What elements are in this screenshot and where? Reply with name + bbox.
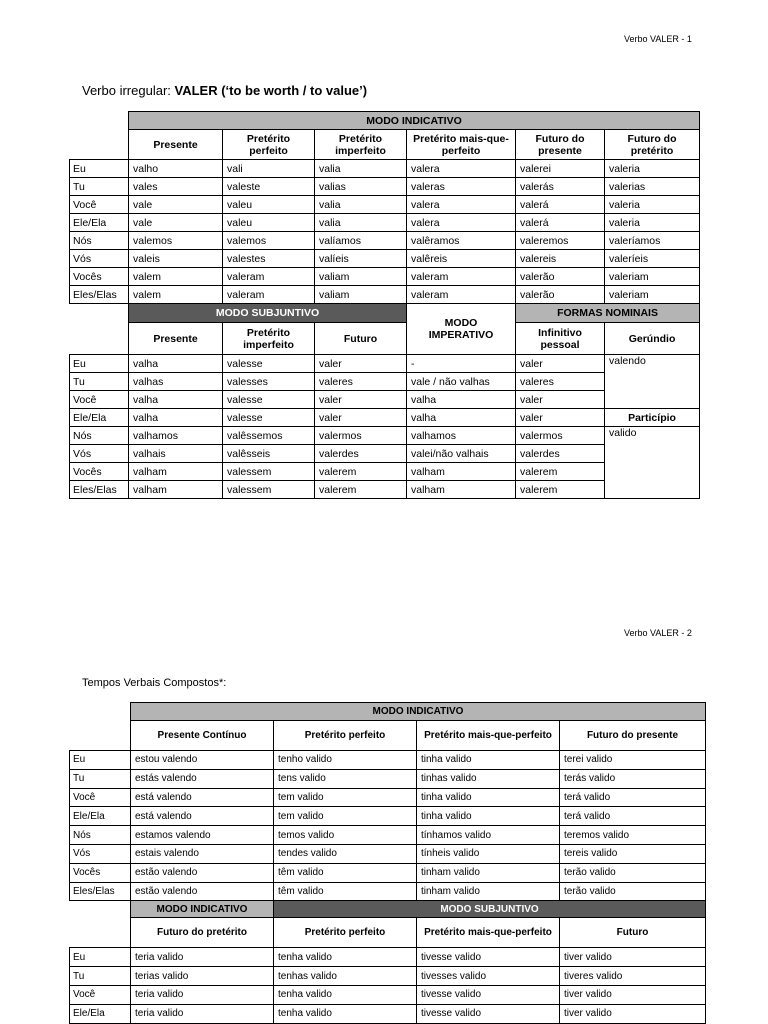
conjugation-cell: terá valido: [560, 807, 706, 826]
conjugation-cell: vales: [129, 178, 223, 196]
table-row: [70, 268, 700, 286]
blank-cell: [70, 130, 129, 160]
conjugation-cell: valerem: [315, 463, 407, 481]
conjugation-cell: têm valido: [274, 863, 417, 882]
conjugation-cell: tenha valido: [274, 1004, 417, 1023]
column-header: Futuro do pretérito: [605, 130, 700, 160]
conjugation-cell: tínheis valido: [417, 844, 560, 863]
pronoun-cell: Nós: [70, 427, 129, 445]
column-header: Futuro do presente: [560, 721, 706, 751]
column-header: Pretérito perfeito: [274, 721, 417, 751]
column-header: Pretérito imperfeito: [315, 130, 407, 160]
conjugation-cell: vale: [129, 196, 223, 214]
conjugation-cell: valera: [407, 196, 516, 214]
conjugation-cell: tinham valido: [417, 882, 560, 901]
column-header: Presente: [129, 323, 223, 355]
conjugation-cell: valha: [407, 391, 516, 409]
conjugation-cell: estão valendo: [131, 882, 274, 901]
conjugation-cell: valhamos: [407, 427, 516, 445]
conjugation-cell: terá valido: [560, 788, 706, 807]
table-row: [70, 967, 706, 986]
conjugation-cell: valeras: [407, 178, 516, 196]
conjugation-cell: terão valido: [560, 863, 706, 882]
conjugation-cell: terias valido: [131, 967, 274, 986]
conjugation-cell: vale / não valhas: [407, 373, 516, 391]
conjugation-cell: valêreis: [407, 250, 516, 268]
title-bold: VALER (‘to be worth / to value’): [174, 83, 368, 98]
conjugation-cell: valesse: [223, 355, 315, 373]
column-header: Futuro: [315, 323, 407, 355]
conjugation-cell: valeríeis: [605, 250, 700, 268]
conjugation-cell: valerdes: [315, 445, 407, 463]
conjugation-cell: valeste: [223, 178, 315, 196]
conjugation-cell: vali: [223, 160, 315, 178]
blank-cell: [70, 721, 131, 751]
modo-indicativo-heading: MODO INDICATIVO: [131, 901, 274, 918]
table-row: [70, 807, 706, 826]
pronoun-cell: Você: [70, 985, 131, 1004]
conjugation-cell: valha: [129, 391, 223, 409]
conjugation-cell: valha: [129, 355, 223, 373]
column-header: Presente: [129, 130, 223, 160]
conjugation-cell: valha: [407, 409, 516, 427]
pronoun-cell: Ele/Ela: [70, 1004, 131, 1023]
conjugation-cell: valestes: [223, 250, 315, 268]
pronoun-cell: Ele/Ela: [70, 409, 129, 427]
conjugation-cell: valerias: [605, 178, 700, 196]
pronoun-cell: Eles/Elas: [70, 481, 129, 499]
conjugation-cell: tivesse valido: [417, 1004, 560, 1023]
pronoun-cell: Nós: [70, 232, 129, 250]
blank-cell: [70, 304, 129, 323]
conjugation-cell: valerdes: [516, 445, 605, 463]
conjugation-cell: teria valido: [131, 1004, 274, 1023]
pronoun-cell: Você: [70, 788, 131, 807]
conjugation-cell: terão valido: [560, 882, 706, 901]
conjugation-cell: vale: [129, 214, 223, 232]
conjugation-cell: valerão: [516, 286, 605, 304]
conjugation-cell: valha: [129, 409, 223, 427]
modo-subjuntivo-heading: MODO SUBJUNTIVO: [274, 901, 706, 918]
conjugation-cell: valer: [315, 355, 407, 373]
conjugation-cell: valham: [129, 463, 223, 481]
conjugation-cell: tivesses valido: [417, 967, 560, 986]
indicativo-heading-row: [70, 112, 700, 130]
conjugation-cell: valei/não valhais: [407, 445, 516, 463]
conjugation-cell: terei valido: [560, 751, 706, 770]
table-row: [70, 826, 706, 845]
conjugation-cell: têm valido: [274, 882, 417, 901]
conjugation-cell: valeremos: [516, 232, 605, 250]
conjugation-cell: valessem: [223, 481, 315, 499]
pronoun-cell: Nós: [70, 826, 131, 845]
conjugation-cell: valíeis: [315, 250, 407, 268]
indicativo-column-header-row: [70, 130, 700, 160]
column-header: Pretérito mais-que-perfeito: [417, 918, 560, 948]
conjugation-cell: tenho valido: [274, 751, 417, 770]
conjugation-cell: estais valendo: [131, 844, 274, 863]
conjugation-cell: valeram: [223, 286, 315, 304]
table-row: [70, 427, 700, 445]
conjugation-cell: tens valido: [274, 769, 417, 788]
column-header: Infinitivo pessoal: [516, 323, 605, 355]
conjugation-cell: valiam: [315, 286, 407, 304]
conjugation-cell: valem: [129, 286, 223, 304]
gerundio-value: valendo: [605, 355, 700, 409]
table-row: [70, 844, 706, 863]
conjugation-cell: valer: [315, 409, 407, 427]
conjugation-cell: valerá: [516, 214, 605, 232]
conjugation-cell: valeu: [223, 214, 315, 232]
conjugation-cell: temos valido: [274, 826, 417, 845]
blank-cell: [70, 918, 131, 948]
table-row: [70, 409, 700, 427]
table-row: [70, 985, 706, 1004]
conjugation-cell: valeria: [605, 214, 700, 232]
conjugation-cell: tivesse valido: [417, 985, 560, 1004]
pronoun-cell: Tu: [70, 769, 131, 788]
table-row: [70, 355, 700, 373]
pronoun-cell: Eu: [70, 751, 131, 770]
pronoun-cell: Tu: [70, 373, 129, 391]
conjugation-cell: valeria: [605, 196, 700, 214]
column-header: Futuro do presente: [516, 130, 605, 160]
title-prefix: Verbo irregular:: [82, 83, 175, 98]
page-header-2: Verbo VALER - 2: [624, 628, 692, 638]
formas-nominais-heading: FORMAS NOMINAIS: [516, 304, 700, 323]
conjugation-cell: tem valido: [274, 807, 417, 826]
conjugation-cell: teria valido: [131, 948, 274, 967]
conjugation-cell: valemos: [223, 232, 315, 250]
modo-subjuntivo-heading: MODO SUBJUNTIVO: [129, 304, 407, 323]
conjugation-cell: valeríamos: [605, 232, 700, 250]
table-row: [70, 286, 700, 304]
conjugation-cell: tinha valido: [417, 788, 560, 807]
conjugation-cell: valeu: [223, 196, 315, 214]
conjugation-cell: tinha valido: [417, 751, 560, 770]
conjugation-cell: valer: [516, 409, 605, 427]
pronoun-cell: Eu: [70, 355, 129, 373]
conjugation-cell: valhais: [129, 445, 223, 463]
conjugation-cell: estamos valendo: [131, 826, 274, 845]
conjugation-cell: valerem: [315, 481, 407, 499]
pronoun-cell: Tu: [70, 178, 129, 196]
conjugation-cell: valereis: [516, 250, 605, 268]
conjugation-cell: valerá: [516, 196, 605, 214]
column-header: Pretérito imperfeito: [223, 323, 315, 355]
conjugation-cell: valesse: [223, 391, 315, 409]
conjugation-cell: tinhas valido: [417, 769, 560, 788]
modo-imperativo-heading: MODO IMPERATIVO: [407, 304, 516, 355]
conjugation-cell: -: [407, 355, 516, 373]
conjugation-cell: valeis: [129, 250, 223, 268]
conjugation-cell: valem: [129, 268, 223, 286]
conjugation-cell: valias: [315, 178, 407, 196]
modo-indicativo-heading: MODO INDICATIVO: [131, 703, 706, 721]
pronoun-cell: Vocês: [70, 863, 131, 882]
table-row: [70, 1004, 706, 1023]
table-row: [70, 751, 706, 770]
column-header: Pretérito perfeito: [223, 130, 315, 160]
conjugation-cell: tínhamos valido: [417, 826, 560, 845]
conjugation-cell: valeres: [315, 373, 407, 391]
compound-column-header-row: [70, 721, 706, 751]
conjugation-cell: valerão: [516, 268, 605, 286]
conjugation-cell: valesse: [223, 409, 315, 427]
conjugation-cell: valham: [129, 481, 223, 499]
conjugation-cell: tenha valido: [274, 985, 417, 1004]
column-header: Futuro: [560, 918, 706, 948]
pronoun-cell: Vocês: [70, 463, 129, 481]
conjugation-cell: valermos: [516, 427, 605, 445]
conjugation-cell: valêsseis: [223, 445, 315, 463]
conjugation-cell: valesses: [223, 373, 315, 391]
compound-second-heading-row: [70, 901, 706, 918]
conjugation-table-simple: [69, 111, 700, 499]
conjugation-cell: valera: [407, 214, 516, 232]
conjugation-cell: tendes valido: [274, 844, 417, 863]
table-row: [70, 214, 700, 232]
pronoun-cell: Ele/Ela: [70, 214, 129, 232]
participio-value: valido: [605, 427, 700, 499]
conjugation-cell: valerem: [516, 481, 605, 499]
conjugation-cell: tereis valido: [560, 844, 706, 863]
conjugation-cell: valer: [315, 391, 407, 409]
table-row: [70, 788, 706, 807]
pronoun-cell: Vocês: [70, 268, 129, 286]
column-header: Gerúndio: [605, 323, 700, 355]
pronoun-cell: Vós: [70, 445, 129, 463]
column-header: Pretérito mais-que-perfeito: [417, 721, 560, 751]
conjugation-cell: estás valendo: [131, 769, 274, 788]
conjugation-cell: tenha valido: [274, 948, 417, 967]
blank-cell: [70, 901, 131, 918]
column-header: Pretérito mais-que-perfeito: [407, 130, 516, 160]
conjugation-cell: valerás: [516, 178, 605, 196]
subjuntivo-column-header-row: [70, 323, 700, 355]
pronoun-cell: Ele/Ela: [70, 807, 131, 826]
conjugation-cell: valeria: [605, 160, 700, 178]
modo-indicativo-heading: MODO INDICATIVO: [129, 112, 700, 130]
conjugation-cell: estou valendo: [131, 751, 274, 770]
page-title: [82, 83, 367, 98]
conjugation-cell: valham: [407, 481, 516, 499]
conjugation-cell: valia: [315, 160, 407, 178]
conjugation-cell: valeram: [407, 286, 516, 304]
conjugation-cell: valêssemos: [223, 427, 315, 445]
conjugation-cell: valerem: [516, 463, 605, 481]
conjugation-cell: está valendo: [131, 807, 274, 826]
subjuntivo-heading-row: [70, 304, 700, 323]
conjugation-cell: tiveres valido: [560, 967, 706, 986]
conjugation-cell: valermos: [315, 427, 407, 445]
blank-cell: [70, 112, 129, 130]
pronoun-cell: Vós: [70, 844, 131, 863]
conjugation-cell: está valendo: [131, 788, 274, 807]
conjugation-cell: tinha valido: [417, 807, 560, 826]
conjugation-cell: tenhas valido: [274, 967, 417, 986]
pronoun-cell: Vós: [70, 250, 129, 268]
table-row: [70, 948, 706, 967]
conjugation-cell: valeram: [223, 268, 315, 286]
table-row: [70, 160, 700, 178]
table-row: [70, 882, 706, 901]
compound-indicativo-heading-row: [70, 703, 706, 721]
conjugation-cell: valhamos: [129, 427, 223, 445]
conjugation-cell: terás valido: [560, 769, 706, 788]
blank-cell: [70, 703, 131, 721]
conjugation-cell: valia: [315, 214, 407, 232]
table-row: [70, 250, 700, 268]
table-row: [70, 863, 706, 882]
table-row: [70, 178, 700, 196]
compound-tenses-title: Tempos Verbais Compostos*:: [82, 677, 227, 689]
conjugation-cell: teremos valido: [560, 826, 706, 845]
conjugation-cell: valeram: [407, 268, 516, 286]
column-header: Pretérito perfeito: [274, 918, 417, 948]
compound-second-column-header-row: [70, 918, 706, 948]
conjugation-cell: valia: [315, 196, 407, 214]
conjugation-cell: valessem: [223, 463, 315, 481]
pronoun-cell: Tu: [70, 967, 131, 986]
conjugation-table-compound: [69, 702, 706, 1024]
conjugation-cell: teria valido: [131, 985, 274, 1004]
conjugation-cell: valhas: [129, 373, 223, 391]
conjugation-cell: valíamos: [315, 232, 407, 250]
pronoun-cell: Você: [70, 196, 129, 214]
table-row: [70, 769, 706, 788]
conjugation-cell: tiver valido: [560, 1004, 706, 1023]
conjugation-cell: tiver valido: [560, 948, 706, 967]
conjugation-cell: valera: [407, 160, 516, 178]
conjugation-cell: valer: [516, 391, 605, 409]
page-header-1: Verbo VALER - 1: [624, 34, 692, 44]
column-header: Presente Contínuo: [131, 721, 274, 751]
conjugation-cell: valeres: [516, 373, 605, 391]
conjugation-cell: tiver valido: [560, 985, 706, 1004]
table-row: [70, 196, 700, 214]
conjugation-cell: tivesse valido: [417, 948, 560, 967]
conjugation-cell: valeriam: [605, 286, 700, 304]
table-row: [70, 232, 700, 250]
conjugation-cell: valemos: [129, 232, 223, 250]
pronoun-cell: Você: [70, 391, 129, 409]
conjugation-cell: valer: [516, 355, 605, 373]
column-header: Futuro do pretérito: [131, 918, 274, 948]
conjugation-cell: valiam: [315, 268, 407, 286]
conjugation-cell: valerei: [516, 160, 605, 178]
conjugation-cell: valho: [129, 160, 223, 178]
pronoun-cell: Eles/Elas: [70, 286, 129, 304]
pronoun-cell: Eu: [70, 948, 131, 967]
conjugation-cell: valêramos: [407, 232, 516, 250]
conjugation-cell: valham: [407, 463, 516, 481]
pronoun-cell: Eu: [70, 160, 129, 178]
blank-cell: [70, 323, 129, 355]
conjugation-cell: tinham valido: [417, 863, 560, 882]
conjugation-cell: tem valido: [274, 788, 417, 807]
participio-label: Particípio: [605, 409, 700, 427]
conjugation-cell: estão valendo: [131, 863, 274, 882]
conjugation-cell: valeriam: [605, 268, 700, 286]
pronoun-cell: Eles/Elas: [70, 882, 131, 901]
